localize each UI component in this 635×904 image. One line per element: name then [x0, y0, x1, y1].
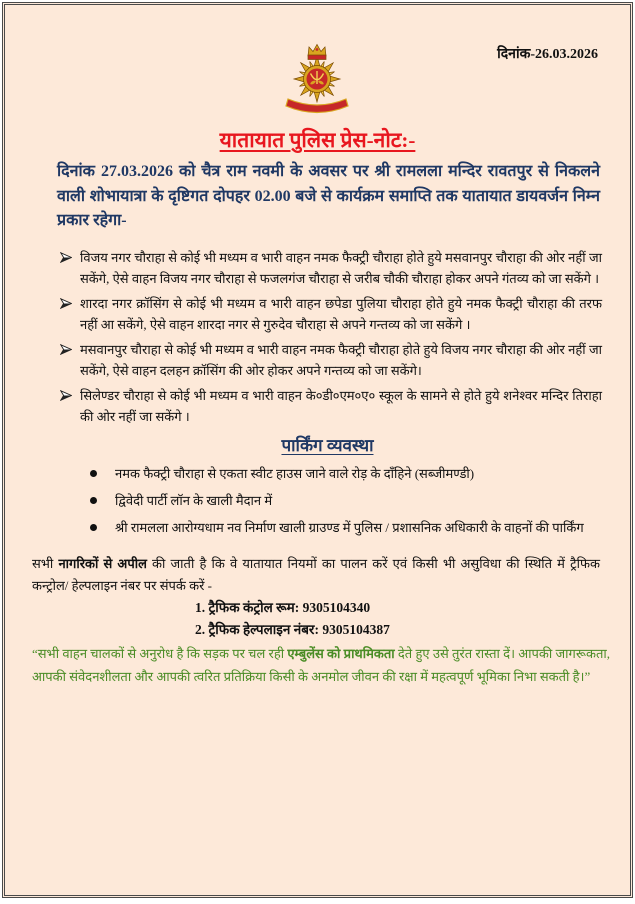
diversion-item: [58, 293, 602, 336]
helpline-number: 9305104340: [302, 599, 371, 615]
up-police-emblem-icon: [284, 42, 350, 116]
appeal-rest-text: की जाती है कि वे यातायात नियमों का पालन करें एवं किसी भी असुविधा की स्थिति में ट्रैफिक कन्ट्रोल/ हेल्पलाइन नंबर पर संपर्क करें -: [32, 555, 600, 593]
diversion-text: सिलेण्डर चौराहा से कोई भी मध्यम व भारी वाहन के०डी०एम०ए० स्कूल के सामने से होते हुये शनेश्वर मन्दिर तिराहा की ओर नहीं जा सकेंगे ।: [80, 387, 602, 424]
helpline-index: 1.: [195, 599, 206, 615]
emblem-crown: [308, 45, 326, 60]
dot-bullet-icon: [90, 497, 97, 504]
diversion-list: [58, 247, 602, 428]
ambulance-note-emphasis: एम्बुलेंस को प्राथमिकता: [287, 645, 395, 661]
arrow-bullet-icon: [60, 344, 72, 355]
diversion-item: [58, 339, 602, 382]
ambulance-note-rest: देते हुए उसे तुरंत रास्ता दें। आपकी जागरूकता, आपकी संवेदनशीलता और आपकी त्वरित प्रतिक्रिया किसी के अनमोल जीवन की रक्षा में महत्वपूर्ण भूमिका निभा सकती है।”: [32, 645, 610, 684]
parking-text: श्री रामलला आरोग्यधाम नव निर्माण खाली ग्राउण्ड में पुलिस / प्रशासनिक अधिकारी के वाहनों की पार्किंग: [115, 519, 584, 535]
helpline-label: ट्रैफिक हेल्पलाइन नंबर:: [208, 622, 319, 637]
diversion-item: [58, 247, 602, 290]
appeal-emphasis-text: नागरिकों से अपील: [58, 555, 147, 571]
appeal-paragraph: [32, 553, 600, 597]
diversion-text: शारदा नगर क्रॉसिंग से कोई भी मध्यम व भारी वाहन छपेडा पुलिया चौराहा होते हुये नमक फैक्ट्री चौराहा की तरफ नहीं आ सकेंगे, ऐसे वाहन शारदा नगर से गुरुदेव चौराहा से अपने गन्तव्य को जा सकेंगे ।: [80, 295, 602, 332]
helpline-index: 2.: [195, 622, 206, 637]
parking-text: नमक फैक्ट्री चौराहा से एकता स्वीट हाउस जाने वाले रोड़ के दाँहिने (सब्जीमण्डी): [115, 465, 475, 481]
helpline-item: [195, 619, 600, 642]
arrow-bullet-icon: [60, 252, 72, 263]
parking-item: [88, 463, 600, 485]
arrow-bullet-icon: [60, 390, 72, 401]
parking-item: [88, 517, 600, 539]
dot-bullet-icon: [90, 470, 97, 477]
appeal-lead-text: सभी: [32, 555, 59, 571]
press-note-date: दिनांक-26.03.2026: [497, 47, 598, 62]
parking-list: [88, 463, 600, 539]
press-note-title: यातायात पुलिस प्रेस-नोट:-: [219, 128, 416, 152]
helpline-label: ट्रैफिक कंट्रोल रूम:: [208, 599, 300, 615]
helpline-list: [195, 597, 600, 642]
arrow-bullet-icon: [60, 298, 72, 309]
diversion-item: [58, 385, 602, 428]
diversion-text: मसवानपुर चौराहा से कोई भी मध्यम व भारी वाहन नमक फैक्ट्री चौराहा होते हुये विजय नगर चौराहा की ओर नहीं जा सकेंगे, ऐसे वाहन दलहन क्रॉसिंग की ओर होकर अपने गन्तव्य को जा सकेंगे।: [80, 341, 602, 378]
helpline-number: 9305104387: [322, 622, 390, 637]
dot-bullet-icon: [90, 524, 97, 531]
ambulance-note-lead: “सभी वाहन चालकों से अनुरोध है कि सड़क पर चल रही: [32, 645, 288, 661]
parking-heading: पार्किंग व्यवस्था: [281, 435, 374, 455]
press-note-body: [0, 126, 635, 689]
helpline-item: [195, 597, 600, 620]
parking-text: द्विवेदी पार्टी लॉन के खाली मैदान में: [115, 492, 273, 508]
intro-paragraph: दिनांक 27.03.2026 को चैत्र राम नवमी के अवसर पर श्री रामलला मन्दिर रावतपुर से निकलने वाली शोभायात्रा के दृष्टिगत दोपहर 02.00 बजे से कार्यक्रम समाप्ति तक यातायात डायवर्जन निम्न प्रकार रहेगा-: [57, 163, 600, 229]
parking-item: [88, 490, 600, 512]
ambulance-note: [32, 642, 610, 689]
diversion-text: विजय नगर चौराहा से कोई भी मध्यम व भारी वाहन नमक फैक्ट्री चौराहा होते हुये मसवानपुर चौराहा की ओर नहीं जा सकेंगे, ऐसे वाहन विजय नगर चौराहा से फजलगंज चौराहा से जरीब चौकी चौराहा होकर अपने गंतव्य को जा सकेंगे ।: [80, 249, 602, 286]
